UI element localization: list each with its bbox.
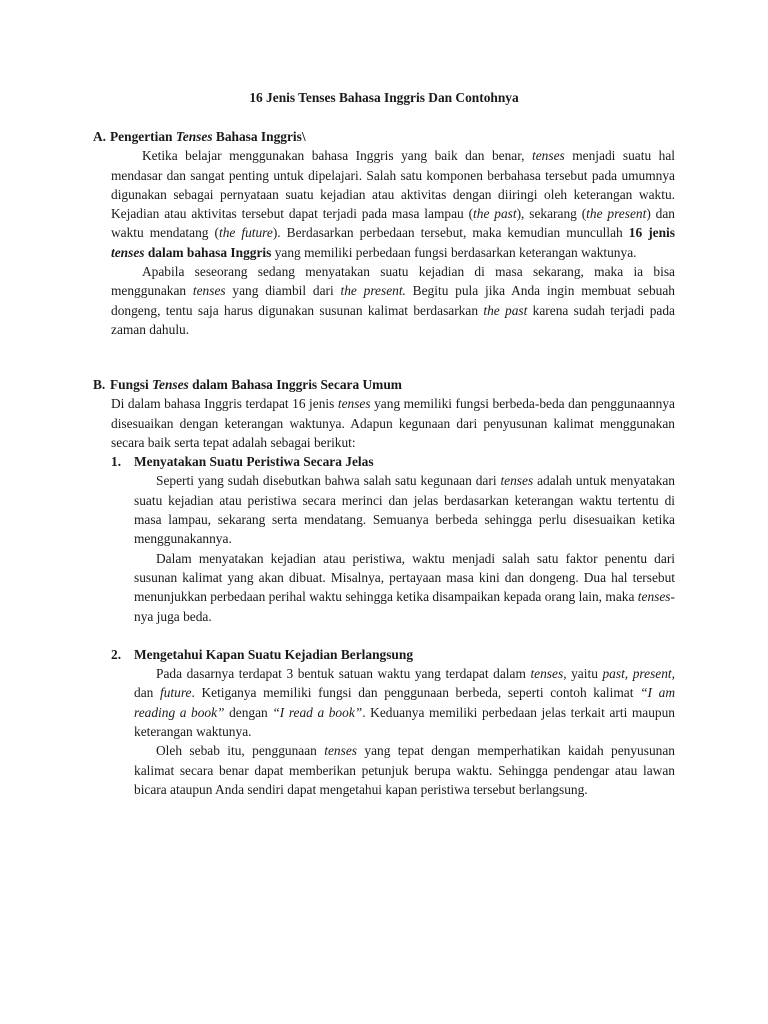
list-item-1-paragraph-1 [111,471,675,548]
section-b [93,375,675,799]
section-a-paragraph-2 [93,262,675,339]
text-run: , yaitu [563,666,603,682]
list-item-1-heading [111,452,675,471]
italic-run: the past [483,302,528,318]
section-a-heading-text: Pengertian [110,129,176,144]
italic-run: tenses [532,148,565,164]
italic-run: the future [218,225,273,241]
text-run: menjadi suatu hal mendasar dan sangat penting untuk dipelajari. Salah satu komponen berbahasa tersebut pada umumnya digunakan sebagai pernyataan suatu kejadian atau aktivitas dengan diiringi oleh keterangan waktu. Kejadian atau aktivitas tersebut dapat terjadi pada masa lampau ( [111,148,675,222]
italic-run: the present. [340,283,406,299]
list-item-2 [93,645,675,799]
italic-run: tenses [337,396,371,412]
bold-run: 16 jenis [628,225,675,241]
text-run: Pada dasarnya terdapat 3 bentuk satuan waktu yang terdapat dalam [156,666,531,682]
section-a-heading [93,127,675,146]
text-run: ), sekarang ( [516,206,587,222]
section-a-heading-suffix: Bahasa Inggris\ [212,129,306,144]
text-run: . Keduanya memiliki perbedaan jelas terkait arti maupun keterangan waktunya. [134,704,676,740]
text-run: Di dalam bahasa Inggris terdapat 16 jenis [111,396,338,412]
section-a-marker: A. [93,129,107,144]
italic-run: tenses [500,473,534,489]
bold-run: dalam bahasa Inggris [144,244,272,260]
text-run: ) dan waktu mendatang ( [111,206,675,241]
italic-run: “I read a book” [272,704,363,720]
text-run: adalah untuk menyatakan suatu kejadian atau peristiwa secara merinci dan jelas berdasarkan keterangan waktu tertentu di masa lampau, sekarang serta mendatang. Semuanya berbeda sehingga perlu disesuaikan ketika menggunakannya. [134,473,675,547]
list-item-2-title: Mengetahui Kapan Suatu Kejadian Berlangsung [134,646,414,662]
document-title: 16 Jenis Tenses Bahasa Inggris Dan Contohnya [249,90,519,105]
section-a-paragraph-1 [93,146,675,262]
italic-run: the present [586,206,647,222]
section-a-heading-italic: Tenses [175,129,213,144]
list-item-2-number: 2. [111,646,122,662]
list-item-1-paragraph-2 [111,549,675,626]
list-item-2-heading [111,645,675,664]
section-b-marker: B. [93,377,106,392]
italic-run: tenses [324,743,357,759]
text-run: yang tepat dengan memperhatikan kaidah penyusunan kalimat secara benar dapat memberikan petunjuk berupa waktu. Sehingga pendengar atau lawan bicara ataupun Anda sendiri dapat mengetahui kapan peristiwa tersebut berlangsung. [134,743,675,797]
text-run: karena sudah terjadi pada zaman dahulu. [111,302,675,337]
italic-run: the past [473,206,517,222]
text-run: dan [134,685,160,701]
list-item-1 [93,452,675,626]
italic-run: past, present, [602,666,675,682]
text-run: Oleh sebab itu, penggunaan [156,743,325,759]
text-run: Apabila seseorang sedang menyatakan suatu kejadian di masa sekarang, maka ia bisa menggunakan [111,264,675,299]
text-run: . Ketiganya memiliki fungsi dan penggunaan berbeda, seperti contoh kalimat [191,685,641,701]
text-run: Dalam menyatakan kejadian atau peristiwa, waktu menjadi salah satu faktor penentu dari susunan kalimat yang akan dibuat. Misalnya, pertayaan masa kini dan dongeng. Dua hal tersebut menunjukkan perbedaan perihal waktu sehingga ketika disampaikan kepada orang lain, maka [134,550,675,605]
text-run: -nya juga beda. [134,589,675,624]
text-run: yang memiliki perbedaan fungsi berdasarkan keterangan waktunya. [271,244,637,260]
italic-run: tenses [637,589,671,605]
bold-italic-run: tenses [111,244,145,260]
list-item-2-paragraph-2 [111,741,675,799]
section-b-heading-italic: Tenses [152,377,189,392]
text-run: Begitu pula jika Anda ingin membuat sebuah dongeng, tentu saja harus digunakan susunan kalimat berdasarkan [111,283,675,318]
list-item-1-number: 1. [111,454,122,470]
text-run: Seperti yang sudah disebutkan bahwa salah satu kegunaan dari [156,473,501,489]
text-run: dengan [224,704,273,720]
section-a [93,127,675,339]
italic-run: future [159,685,192,701]
list-item-1-title: Menyatakan Suatu Peristiwa Secara Jelas [134,454,374,470]
italic-run: “I am reading a book” [134,685,676,720]
text-run: yang diambil dari [225,283,341,299]
italic-run: tenses [530,666,564,682]
text-run: yang memiliki fungsi berbeda-beda dan penggunaannya disesuaikan dengan keterangan waktunya. Adapun kegunaan dari penyusunan kalimat menggunakan secara baik serta tepat adalah sebagai berikut: [111,396,675,450]
text-run: Ketika belajar menggunakan bahasa Inggris yang baik dan benar, [142,148,533,164]
section-b-heading [93,375,675,394]
section-b-heading-text: Fungsi [110,377,153,392]
italic-run: tenses [192,283,226,299]
section-b-intro [93,394,675,452]
text-run: ). Berdasarkan perbedaan tersebut, maka kemudian muncullah [272,225,629,241]
section-b-heading-suffix: dalam Bahasa Inggris Secara Umum [188,377,402,392]
list-item-2-paragraph-1 [111,664,675,741]
